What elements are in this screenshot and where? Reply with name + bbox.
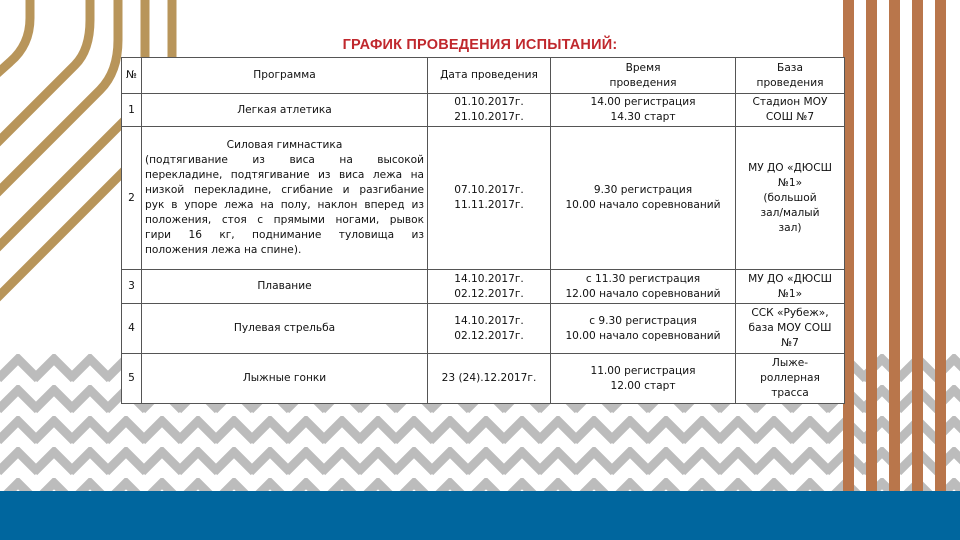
time-line: 12.00 начало соревнований bbox=[565, 287, 721, 300]
header-time-line: проведения bbox=[609, 76, 677, 89]
time-line: 14.00 регистрация bbox=[590, 96, 696, 108]
program-line: положения лежа на спине). bbox=[145, 244, 302, 256]
row-date bbox=[428, 94, 551, 127]
row-num: 2 bbox=[122, 127, 142, 270]
row-base bbox=[736, 270, 845, 304]
base-line: роллерная bbox=[760, 372, 820, 384]
base-line: трасса bbox=[771, 387, 809, 399]
row-num: 1 bbox=[122, 94, 142, 127]
program-line: низкой перекладине, сгибание и разгибание bbox=[145, 184, 424, 196]
row-program: Плавание bbox=[142, 270, 428, 304]
base-line: Стадион МОУ bbox=[752, 96, 828, 108]
table-row bbox=[122, 354, 845, 404]
time-line: с 11.30 регистрация bbox=[585, 272, 701, 285]
header-program: Программа bbox=[142, 58, 428, 94]
time-line: 11.00 регистрация bbox=[590, 364, 696, 377]
date-line: 01.10.2017г. bbox=[454, 96, 524, 108]
row-date bbox=[428, 304, 551, 354]
base-line: ССК «Рубеж», bbox=[751, 307, 829, 319]
header-base-line: База bbox=[777, 61, 803, 74]
base-line: Лыже- bbox=[771, 357, 809, 369]
table-header-row bbox=[122, 58, 845, 94]
time-line: 10.00 начало соревнований bbox=[565, 329, 721, 342]
row-base bbox=[736, 354, 845, 404]
date-line: 21.10.2017г. bbox=[454, 111, 524, 123]
base-line: МУ ДО «ДЮСШ bbox=[748, 272, 832, 285]
program-line: (подтягивание из виса на высокой bbox=[145, 154, 424, 166]
date-line: 11.11.2017г. bbox=[454, 199, 524, 211]
header-base bbox=[736, 58, 845, 94]
page-title: ГРАФИК ПРОВЕДЕНИЯ ИСПЫТАНИЙ: bbox=[342, 37, 618, 53]
date-line: 02.12.2017г. bbox=[454, 329, 524, 342]
header-time bbox=[551, 58, 736, 94]
program-line: рук в упоре лежа на полу, наклон вперед из bbox=[145, 199, 424, 211]
time-line: 9.30 регистрация bbox=[593, 184, 693, 196]
date-line: 07.10.2017г. bbox=[454, 184, 524, 196]
table-row bbox=[122, 304, 845, 354]
row-time bbox=[551, 127, 736, 270]
header-date: Дата проведения bbox=[428, 58, 551, 94]
row-base bbox=[736, 127, 845, 270]
row-base bbox=[736, 304, 845, 354]
row-time bbox=[551, 94, 736, 127]
program-line: положения, стоя с прямыми ногами, рывок bbox=[145, 214, 424, 226]
program-line: перекладине, подтягивание из виса лежа на bbox=[145, 169, 424, 181]
base-line: №1» bbox=[777, 287, 803, 300]
time-line: 10.00 начало соревнований bbox=[565, 199, 721, 211]
row-base bbox=[736, 94, 845, 127]
base-line: база МОУ СОШ bbox=[748, 322, 832, 334]
time-line: 14.30 старт bbox=[610, 111, 676, 123]
bottom-bar bbox=[0, 491, 960, 540]
header-base-line: проведения bbox=[756, 76, 824, 89]
row-date bbox=[428, 270, 551, 304]
program-line: гири 16 кг, поднимание туловища из bbox=[145, 229, 424, 241]
row-program bbox=[142, 127, 428, 270]
base-line: (большой bbox=[763, 191, 817, 204]
base-line: зал/малый bbox=[760, 206, 820, 219]
row-num: 4 bbox=[122, 304, 142, 354]
program-title: Силовая гимнастика bbox=[226, 139, 343, 151]
row-time bbox=[551, 354, 736, 404]
base-line: №1» bbox=[777, 176, 803, 189]
row-num: 3 bbox=[122, 270, 142, 304]
base-line: СОШ №7 bbox=[765, 111, 815, 123]
schedule-table bbox=[121, 57, 845, 404]
row-time bbox=[551, 304, 736, 354]
date-line: 14.10.2017г. bbox=[454, 314, 524, 327]
row-date: 23 (24).12.2017г. bbox=[428, 354, 551, 404]
row-program: Лыжные гонки bbox=[142, 354, 428, 404]
row-program: Легкая атлетика bbox=[142, 94, 428, 127]
row-program: Пулевая стрельба bbox=[142, 304, 428, 354]
date-line: 02.12.2017г. bbox=[454, 287, 524, 300]
header-time-line: Время bbox=[625, 61, 661, 74]
base-line: №7 bbox=[781, 337, 799, 349]
row-time bbox=[551, 270, 736, 304]
time-line: 12.00 старт bbox=[610, 379, 676, 392]
header-num: № bbox=[122, 58, 142, 94]
row-date bbox=[428, 127, 551, 270]
row-num: 5 bbox=[122, 354, 142, 404]
table-row bbox=[122, 94, 845, 127]
table-row bbox=[122, 270, 845, 304]
table-row bbox=[122, 127, 845, 270]
base-line: МУ ДО «ДЮСШ bbox=[748, 161, 832, 174]
time-line: с 9.30 регистрация bbox=[589, 314, 697, 327]
date-line: 14.10.2017г. bbox=[454, 272, 524, 285]
base-line: зал) bbox=[778, 221, 802, 234]
